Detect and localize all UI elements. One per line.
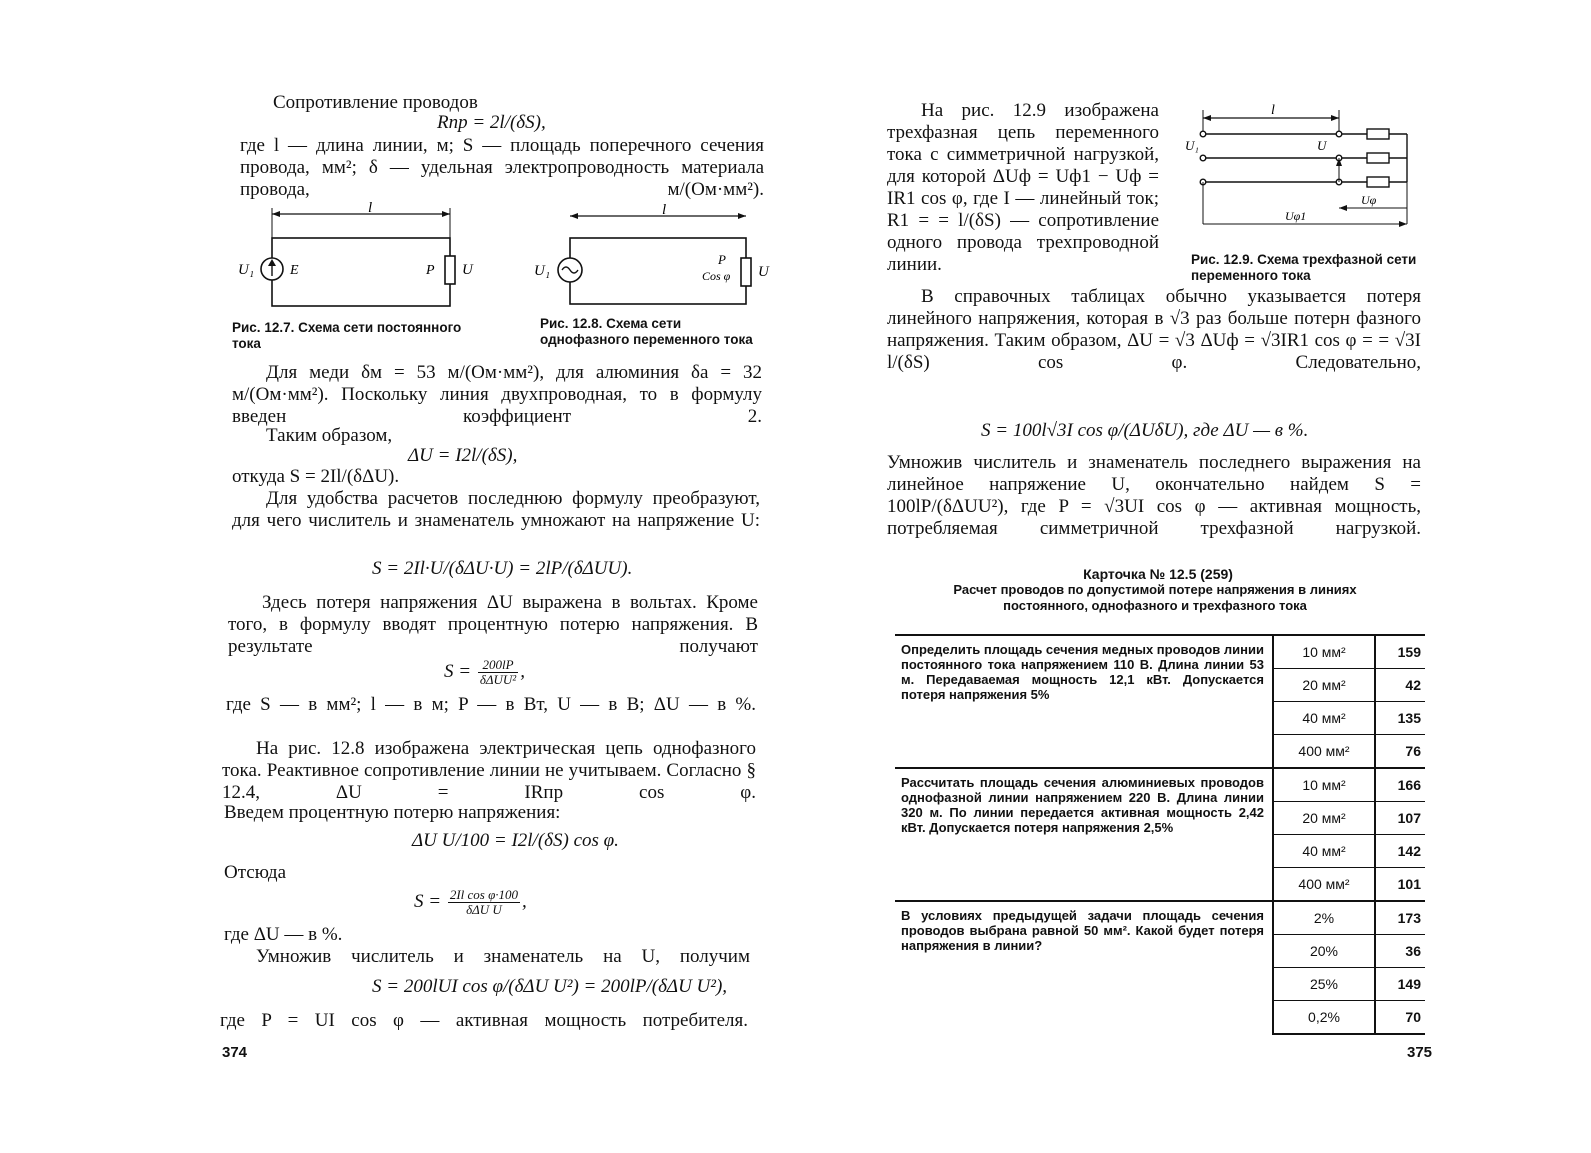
fig129-uphi-label: Uφ (1361, 193, 1377, 207)
para-multiply: Умножив числитель и знаменатель на U, получим (256, 946, 750, 967)
answer-option[interactable]: 40 мм² (1273, 835, 1375, 868)
task-row (895, 901, 1425, 935)
equation-rpr: Rпр = 2l/(δS), (437, 112, 546, 133)
equation-s2-fraction (478, 658, 518, 687)
para-hence: Отсюда (224, 862, 287, 883)
answer-option[interactable]: 400 мм² (1273, 868, 1375, 902)
answer-option[interactable]: 10 мм² (1273, 635, 1375, 669)
left-page (0, 0, 795, 1153)
task-row (895, 635, 1425, 669)
fig128-l-label: l (662, 202, 667, 218)
answer-code: 142 (1375, 835, 1425, 868)
answer-code: 36 (1375, 935, 1425, 968)
fig127-l-label: l (368, 200, 373, 216)
task-text: Рассчитать площадь сечения алюминиевых проводов однофазной линии напряжением 220 В. Длина линии 320 м. По линии передается активная мощность 2,42 кВт. Допускается потеря напряжения 2,5% (895, 768, 1273, 901)
caption-fig-12-8: Рис. 12.8. Схема сети однофазного переменного тока (540, 316, 753, 347)
equation-s2: S = $\frac{200lP}{\text{δΔUU²}}$ , (444, 657, 525, 687)
para-tables: В справочных таблицах обычно указывается потеря линейного напряжения, которая в √3 раз больше потерн фазного напряжения. Таким образом, ΔU = √3 ΔUф = √3IR1 cos φ = = √3I l/(δS) cos φ. Следовательно, (887, 286, 1421, 373)
answer-code: 159 (1375, 635, 1425, 669)
caption-fig-12-9: Рис. 12.9. Схема трехфазной сети переменного тока (1191, 252, 1417, 283)
answer-code: 70 (1375, 1001, 1425, 1035)
figure-12-7-diagram (232, 200, 502, 310)
fig127-e-label: E (290, 263, 299, 278)
card-title: Карточка № 12.5 (259) (1083, 566, 1233, 582)
card-table (895, 634, 1425, 1035)
answer-code: 173 (1375, 901, 1425, 935)
fig129-u1-label: U₁ (1185, 138, 1199, 153)
page-number-right: 375 (1407, 1044, 1433, 1061)
card-subtitle: Расчет проводов по допустимой потере напряжения в линиях постоянного, однофазного и трехфазного тока (953, 582, 1357, 613)
answer-option[interactable]: 20 мм² (1273, 669, 1375, 702)
para-where-4: где P = UI cos φ — активная мощность потребителя. (220, 1010, 748, 1031)
fig129-uphi1-label: Uφ1 (1285, 209, 1307, 223)
equation-s2-numerator: 200lP (478, 658, 518, 673)
para-introduce: Введем процентную потерю напряжения: (224, 802, 561, 823)
equation-s3-denominator: δΔU U (466, 902, 502, 917)
answer-option[interactable]: 10 мм² (1273, 768, 1375, 802)
para-here: Здесь потеря напряжения ΔU выражена в вольтах. Кроме того, в формулу вводят процентную потерю напряжения. В результате получают (228, 592, 758, 657)
fig127-p-label: P (426, 263, 435, 278)
equation-s2-denominator: δΔUU² (479, 672, 517, 687)
equation-s5: S = 100l√3I cos φ/(ΔUδU), где ΔU — в %. (981, 420, 1309, 441)
equation-s3-numerator: 2Il cos φ·100 (449, 887, 519, 902)
para-where-3: где ΔU — в %. (224, 924, 343, 945)
answer-option[interactable]: 25% (1273, 968, 1375, 1001)
task-row (895, 768, 1425, 802)
answer-code: 76 (1375, 735, 1425, 769)
para-fig-12-8: На рис. 12.8 изображена электрическая цепь однофазного тока. Реактивное сопротивление линии не учитываем. Согласно § 12.4, ΔU = IRпр cos φ. (222, 738, 756, 803)
answer-option[interactable]: 20% (1273, 935, 1375, 968)
answer-code: 101 (1375, 868, 1425, 902)
para-final: Умножив числитель и знаменатель последнего выражения на линейное напряжение U, окончательно найдем S = 100lP/(δΔUU²), где P = √3UI cos φ — активная мощность, потребляемая симметричной трехфазной нагрузкой. (887, 452, 1421, 539)
fig129-u-label: U (1317, 138, 1327, 153)
fig128-u1-label: U₁ (534, 263, 551, 279)
fig128-cos-label: Cos φ (702, 269, 731, 283)
para-where-2: где S — в мм²; l — в м; P — в Вт, U — в В; ΔU — в %. (226, 694, 756, 715)
para-copper: Для меди δм = 53 м/(Ом·мм²), для алюминия δа = 32 м/(Ом·мм²). Поскольку линия двухпроводная, то в формулу введен коэффициент 2. (232, 362, 762, 427)
answer-option[interactable]: 20 мм² (1273, 802, 1375, 835)
equation-s3: S = $\frac{\text{2Il cos φ·100}}{\text{δΔU U}}$ , (414, 887, 527, 917)
equation-s4: S = 200lUI cos φ/(δΔU U²) = 200lP/(δΔU U²), (372, 976, 728, 997)
answer-code: 149 (1375, 968, 1425, 1001)
para-intro: Сопротивление проводов (273, 92, 478, 113)
equation-s3-fraction (448, 888, 520, 917)
task-text: В условиях предыдущей задачи площадь сечения проводов выбрана равной 50 мм². Какой будет потеря напряжения в линии? (895, 901, 1273, 1034)
fig127-u1-label: U₁ (238, 262, 255, 278)
answer-code: 107 (1375, 802, 1425, 835)
right-page (795, 0, 1591, 1153)
fig127-u-label: U (462, 262, 473, 278)
task-text: Определить площадь сечения медных проводов линии постоянного тока напряжением 110 В. Длина линии 53 м. Передаваемая мощность 12,1 кВт. Допускается потеря напряжения 5% (895, 635, 1273, 768)
para-whence: откуда S = 2Il/(δΔU). (232, 466, 400, 487)
para-convenience: Для удобства расчетов последнюю формулу преобразуют, для чего числитель и знаменатель умножают на напряжение U: (232, 488, 760, 531)
equation-du: ΔU = I2l/(δS), (408, 445, 518, 466)
para-fig-12-9: На рис. 12.9 изображена трехфазная цепь переменного тока с симметричной нагрузкой, для которой ΔUф = Uф1 − Uф = IR1 cos φ, где I — линейный ток; R1 = = l/(δS) — сопротивление одного провода трехпроводной линии. (887, 100, 1159, 275)
para-where-1: где l — длина линии, м; S — площадь поперечного сечения провода, мм²; δ — удельная электропроводность материала провода, м/(Ом·мм²). (240, 135, 764, 200)
answer-option[interactable]: 2% (1273, 901, 1375, 935)
answer-code: 135 (1375, 702, 1425, 735)
fig128-p-label: P (718, 252, 726, 267)
answer-code: 166 (1375, 768, 1425, 802)
fig129-l-label: l (1271, 103, 1275, 118)
figure-12-9-diagram (1185, 100, 1425, 240)
figure-12-8-diagram (532, 200, 782, 310)
fig128-u-label: U (758, 264, 769, 280)
equation-s1: S = 2Il·U/(δΔU·U) = 2lP/(δΔUU). (372, 558, 633, 579)
caption-fig-12-7: Рис. 12.7. Схема сети постоянного тока (232, 320, 462, 351)
equation-percent: ΔU U/100 = I2l/(δS) cos φ. (412, 830, 619, 851)
answer-option[interactable]: 400 мм² (1273, 735, 1375, 769)
page-number-left: 374 (222, 1044, 248, 1061)
answer-option[interactable]: 40 мм² (1273, 702, 1375, 735)
para-thus: Таким образом, (266, 425, 393, 446)
answer-code: 42 (1375, 669, 1425, 702)
answer-option[interactable]: 0,2% (1273, 1001, 1375, 1035)
